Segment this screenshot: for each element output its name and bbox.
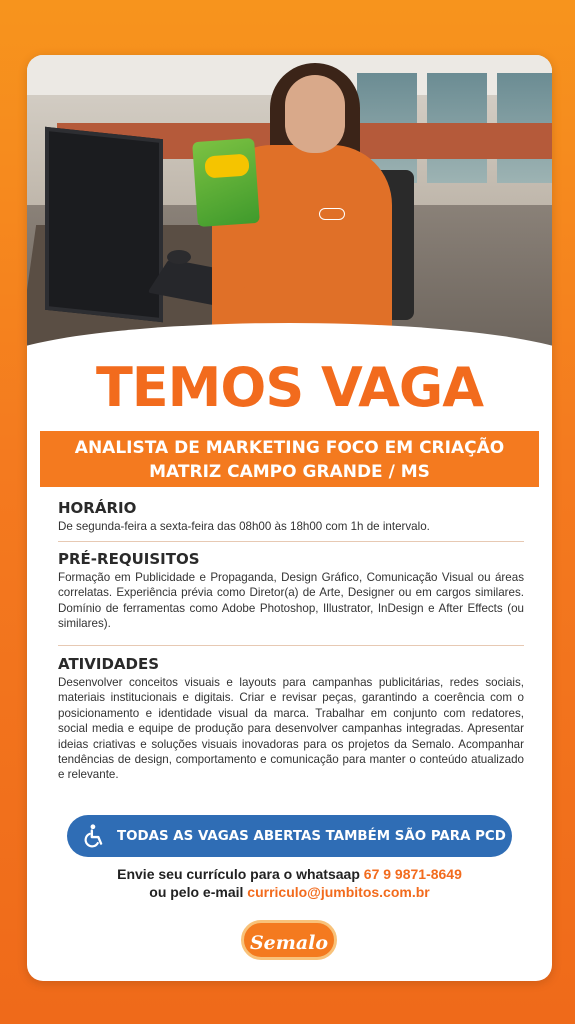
job-post-card xyxy=(27,55,552,981)
headline: TEMOS VAGA xyxy=(95,356,484,419)
whatsapp-number[interactable]: 67 9 9871-8649 xyxy=(363,866,462,882)
accessibility-icon xyxy=(81,823,107,849)
hero-photo xyxy=(27,55,552,355)
monitor xyxy=(45,127,163,322)
section-text: Desenvolver conceitos visuais e layouts para campanhas publicitárias, redes sociais, materiais institucionais e digitais. Criar e revisar peças, garantindo a coerência com o posicionamento e identidade visual da marca. Trabalhar em conjunto com redatores, social media e equipe de produção para desenvolver campanhas integradas. Apresentar ideias criativas e soluções visuais inovadoras para os projetos da Semalo. Acompanhar tendências de design, comportamento e comunicação para manter o conteúdo atualizado e relevante. xyxy=(58,676,524,782)
job-title-banner xyxy=(40,431,539,487)
mouse xyxy=(167,250,191,264)
section-title: PRÉ-REQUISITOS xyxy=(58,550,200,568)
section-title: HORÁRIO xyxy=(58,499,137,517)
person-face xyxy=(285,75,345,153)
pcd-label: TODAS AS VAGAS ABERTAS TAMBÉM SÃO PARA PCD xyxy=(117,828,506,844)
email-prefix: ou pelo e-mail xyxy=(149,884,244,900)
shirt-logo xyxy=(319,208,345,220)
semalo-logo: Semalo xyxy=(241,920,337,960)
section-text: De segunda-feira a sexta-feira das 08h00 às 18h00 com 1h de intervalo. xyxy=(58,520,430,533)
email-link[interactable]: curriculo@jumbitos.com.br xyxy=(247,884,430,900)
section-atividades xyxy=(58,655,524,783)
divider xyxy=(58,541,524,542)
whatsapp-prefix: Envie seu currículo para o whatsaap xyxy=(117,866,360,882)
pcd-banner xyxy=(67,815,512,857)
snack-logo xyxy=(204,153,249,178)
job-title: ANALISTA DE MARKETING FOCO EM CRIAÇÃO xyxy=(74,438,505,458)
section-text: Formação em Publicidade e Propaganda, Design Gráfico, Comunicação Visual ou áreas correlatas. Experiência prévia como Diretor(a) de Arte, Designer ou em cargos similares. Domínio de ferramentas como Adobe Photoshop, Illustrator, InDesign e After Effects (ou similares). xyxy=(58,571,524,631)
section-requisitos xyxy=(58,550,524,632)
divider xyxy=(58,645,524,646)
job-location: MATRIZ CAMPO GRANDE / MS xyxy=(149,462,430,482)
snack-package xyxy=(192,138,260,227)
section-horario xyxy=(58,499,524,534)
contact-info xyxy=(27,865,552,901)
section-title: ATIVIDADES xyxy=(58,655,160,673)
